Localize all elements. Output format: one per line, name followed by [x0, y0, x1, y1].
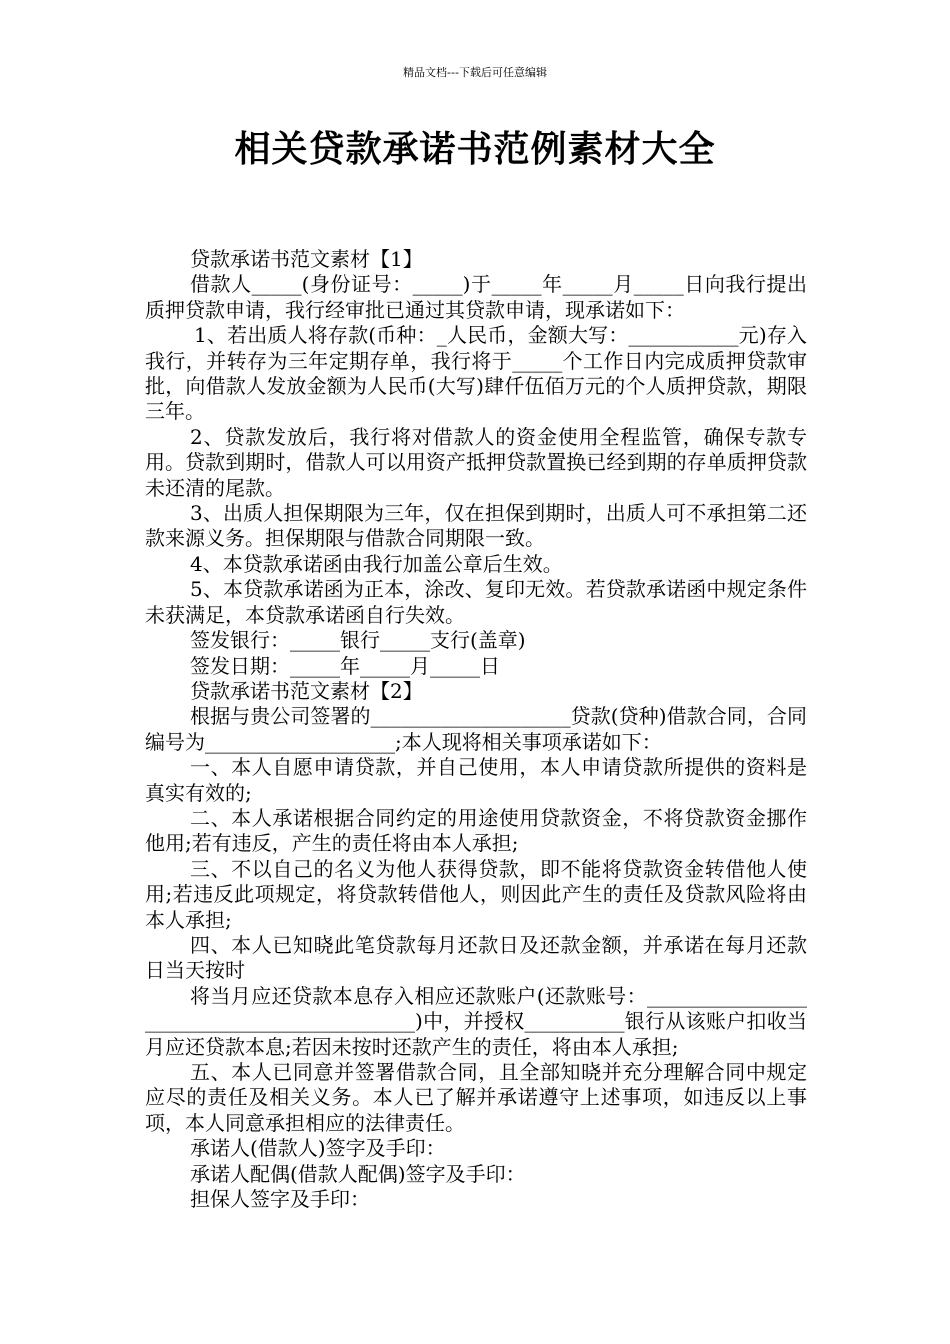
document-title: 相关贷款承诺书范例素材大全	[234, 129, 716, 170]
paragraph-clause-4-continued: 将当月应还贷款本息存入相应还款账户(还款账号：___________________________________________)中，并授权__________银行从该账户扣收当月应还贷款本息;若因未按时还款产生的责任，将由本人承担;	[145, 983, 807, 1059]
section-heading-1: 贷款承诺书范文素材【1】	[190, 247, 423, 271]
paragraph-item-3: 3、出质人担保期限为三年，仅在担保到期时，出质人可不承担第二还款来源义务。担保期限与借款合同期限一致。	[145, 501, 807, 551]
paragraph-intro-2: 根据与贵公司签署的____________________贷款(贷种)借款合同，合同编号为___________________;本人现将相关事项承诺如下：	[145, 704, 807, 754]
signing-bank-line: 签发银行：_____银行_____支行(盖章)	[190, 628, 526, 653]
header-note: 精品文档---下载后可任意编辑	[403, 66, 547, 79]
paragraph-clause-5: 五、本人已同意并签署借款合同，且全部知晓并充分理解合同中规定应尽的责任及相关义务。本人已了解并承诺遵守上述事项，如违反以上事项，本人同意承担相应的法律责任。	[145, 1060, 807, 1135]
paragraph-item-2: 2、贷款发放后，我行将对借款人的资金使用全程监管，确保专款专用。贷款到期时，借款人可以用资产抵押贷款置换已经到期的存单质押贷款未还清的尾款。	[145, 424, 807, 500]
signature-borrower-line: 承诺人(借款人)签字及手印：	[190, 1136, 446, 1161]
document-body	[145, 247, 807, 1212]
paragraph-clause-1: 一、本人自愿申请贷款，并自己使用，本人申请贷款所提供的资料是真实有效的;	[145, 755, 807, 805]
signing-date-line: 签发日期：_____年_____月_____日	[190, 653, 500, 678]
paragraph-intro-1: 借款人_____(身份证号：_____)于_____年_____月_____日向我行提出质押贷款申请，我行经审批已通过其贷款申请，现承诺如下：	[145, 272, 807, 322]
paragraph-item-1: 1、若出质人将存款(币种：_人民币，金额大写：___________元)存入我行，并转存为三年定期存单，我行将于_____个工作日内完成质押贷款审批，向借款人发放金额为人民币(大写)肆仟伍佰万元的个人质押贷款，期限三年。	[145, 323, 807, 424]
paragraph-item-5: 5、本贷款承诺函为正本，涂改、复印无效。若贷款承诺函中规定条件未获满足，本贷款承诺函自行失效。	[145, 577, 807, 627]
paragraph-clause-4: 四、本人已知晓此笔贷款每月还款日及还款金额，并承诺在每月还款日当天按时	[145, 932, 807, 983]
signature-spouse-line: 承诺人配偶(借款人配偶)签字及手印：	[190, 1161, 526, 1186]
signature-guarantor-line: 担保人签字及手印：	[190, 1187, 370, 1212]
section-heading-2: 贷款承诺书范文素材【2】	[190, 678, 423, 703]
paragraph-clause-2: 二、本人承诺根据合同约定的用途使用贷款资金，不将贷款资金挪作他用;若有违反，产生的责任将由本人承担;	[145, 805, 807, 856]
paragraph-clause-3: 三、不以自己的名义为他人获得贷款，即不能将贷款资金转借他人使用;若违反此项规定，将贷款转借他人，则因此产生的责任及贷款风险将由本人承担;	[145, 856, 807, 932]
paragraph-item-4: 4、本贷款承诺函由我行加盖公章后生效。	[190, 551, 563, 576]
